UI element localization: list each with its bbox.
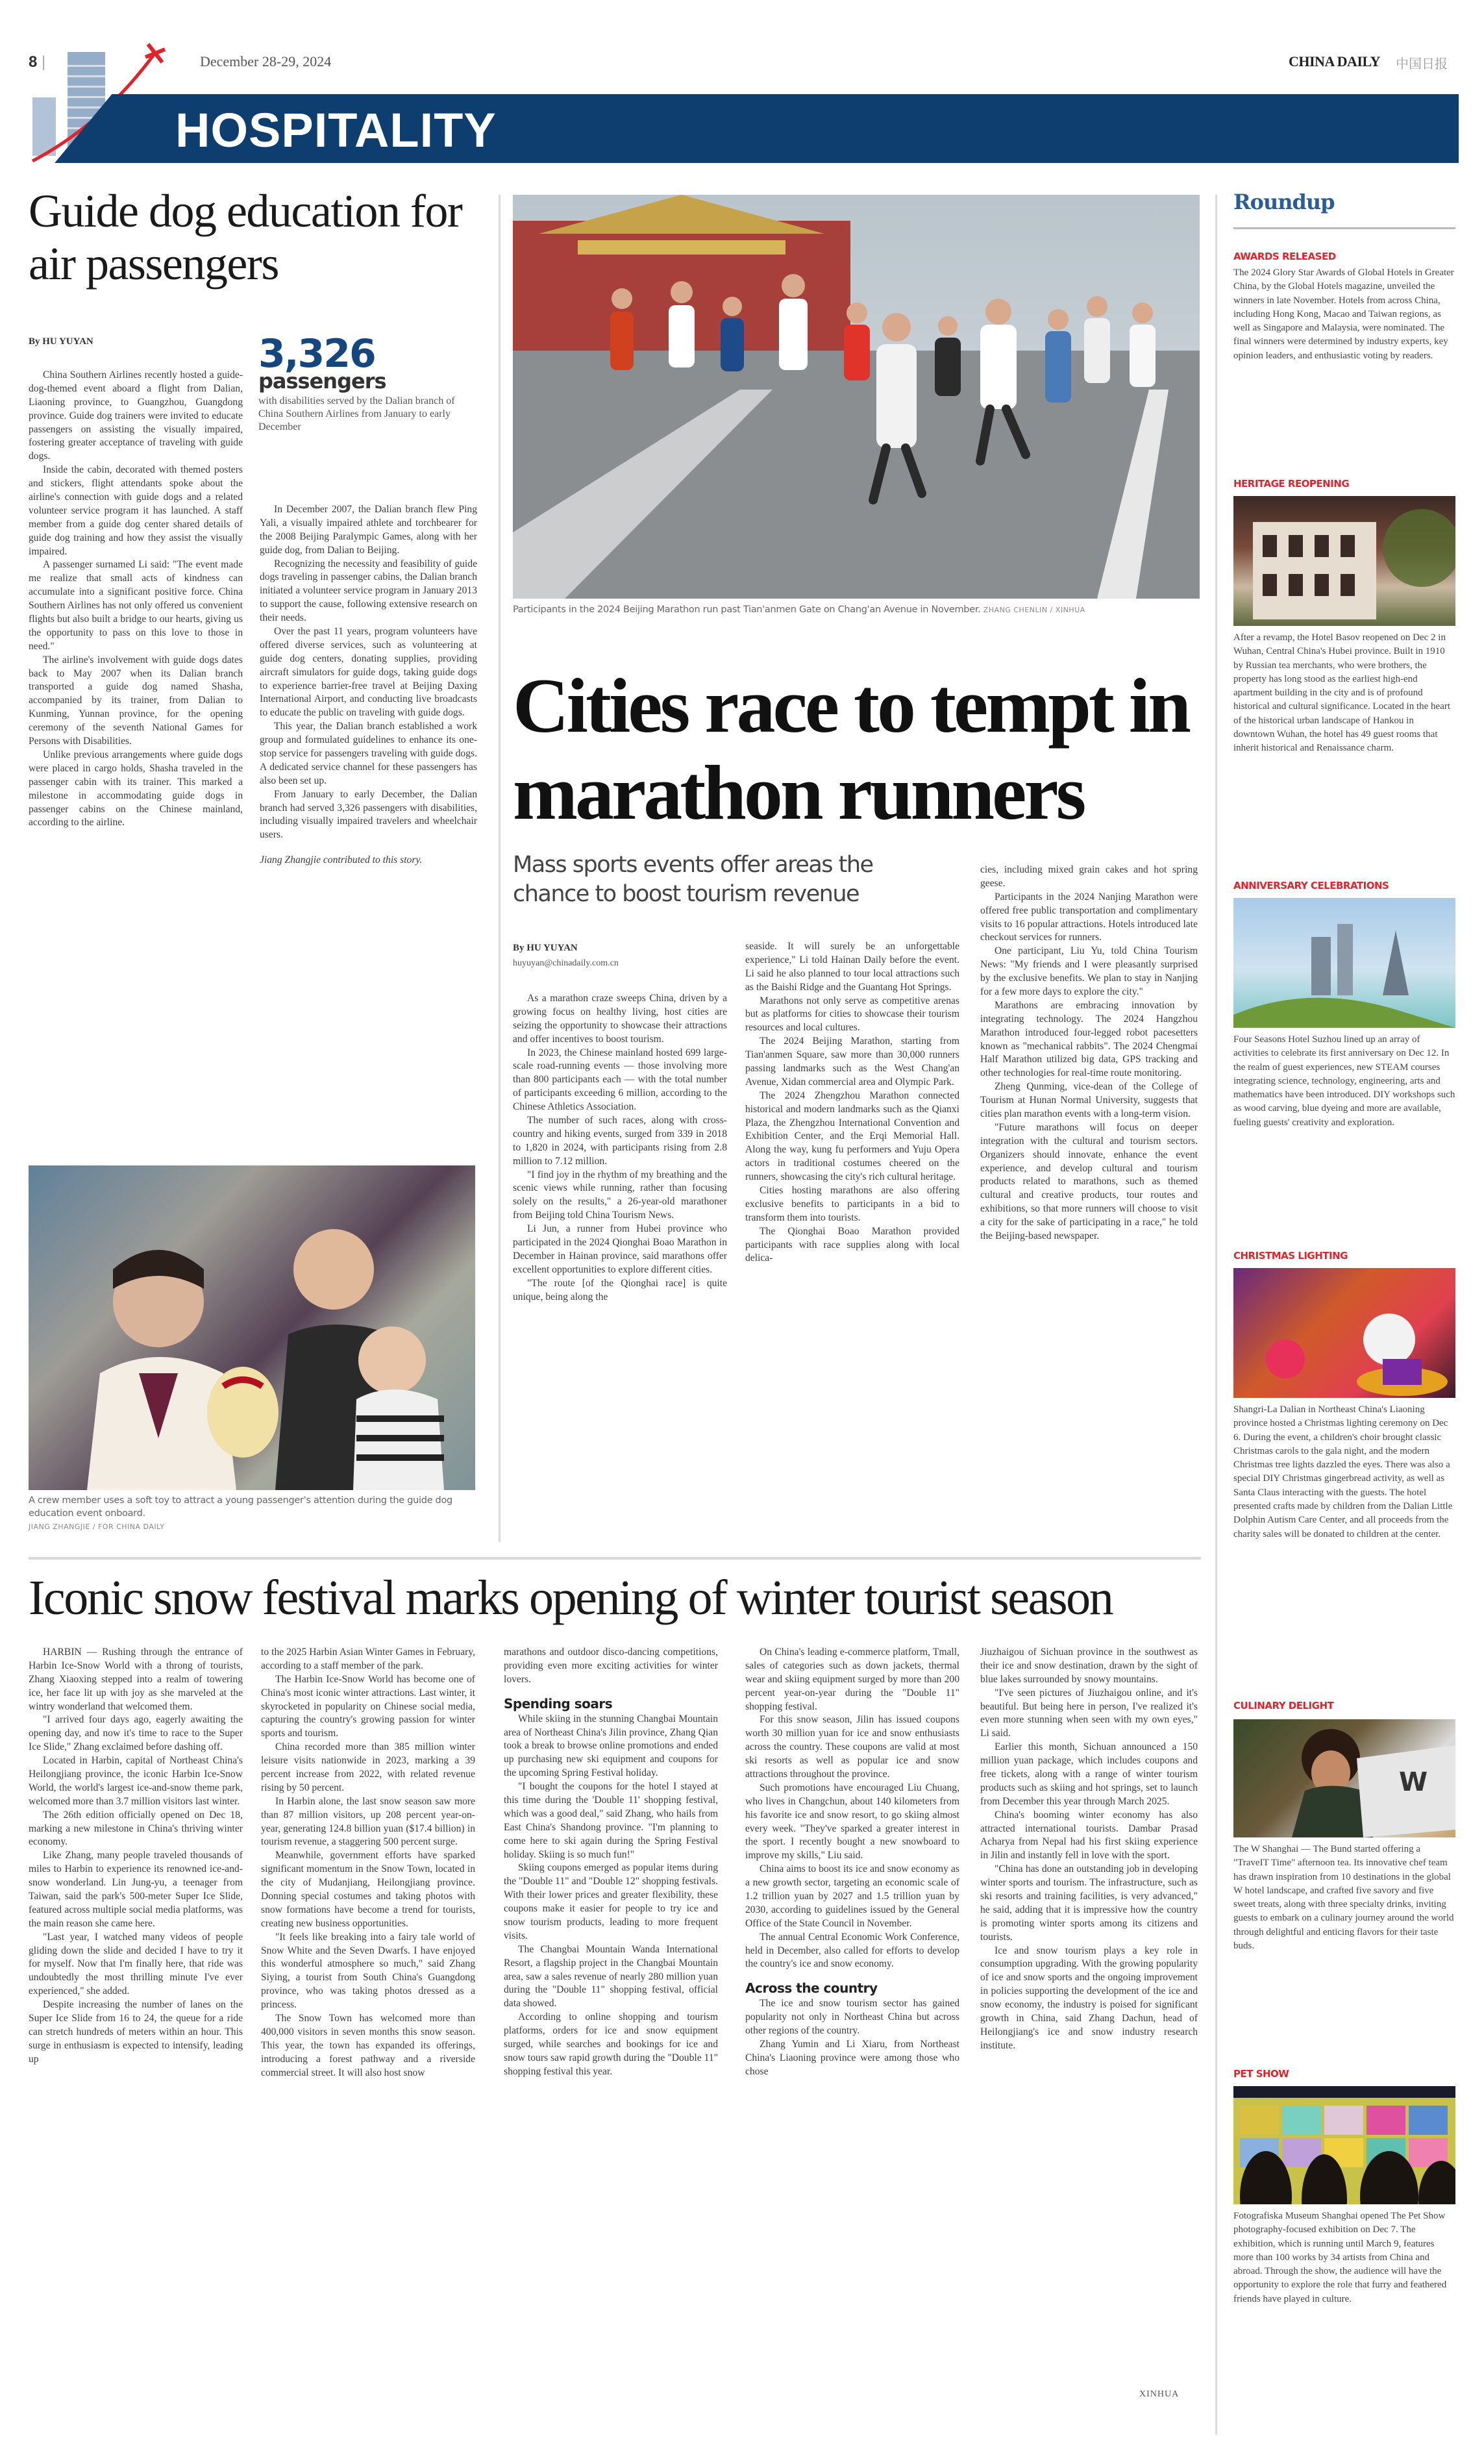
snow-column-4: On China's leading e-commerce platform, Tmall, sales of categories such as down jackets, thermal wear and skiing equipment surged by more than 200 percent year-on-year during the "Double 11" shopping festival. For this snow season, Jilin has issued coupons worth 30 million yuan for ice and snow enthusiasts across the country. These coupons are valid at most ski resorts as well as popular ice and snow attractions throughout the province. Such promotions have encouraged Liu Chuang, who lives in Changchun, about 140 kilometers from his favorite ice and snow resort, to go skiing almost every week. "They've sparked a greater interest in the sport. I recently bought a new snowboard to improve my skills," Liu said. China aims to boost its ice and snow economy as a new growth sector, targeting an economic scale of 1.2 trillion yuan by 2027 and 1.5 trillion yuan by 2030, according to guidelines issued by the General Office of the State Council in November. The annual Central Economic Work Conference, held in December, also called for efforts to develop the country's ice and snow economy. Across the country The ice and snow tourism sector has gained popularity not only in Northeast China but across other regions of the country. Zhang Yumin and Li Xiaru, from Northeast China's Liaoning province were among those who chose	[745, 1647, 959, 2077]
guide-dog-photo-caption: A crew member uses a soft toy to attract a young passenger's attention during the guide dog education event onboard.	[29, 1495, 452, 1519]
stat-unit: passengers	[258, 369, 386, 393]
christmas-photo	[1233, 1268, 1455, 1398]
column-divider	[1215, 195, 1217, 2435]
roundup-item-christmas: CHRISTMAS LIGHTING Shangri-La Dalian in Northeast China's Liaoning province hosted a Christmas lighting ceremony on Dec 6. During the event, a children's choir brought classic Christmas carols to the gala night, and the modern Christmas tree lights dazzled the eyes. There was also a special DIY Christmas gingerbread activity, as well as Santa Claus interacting with the guests. The hotel presented crafts made by children from the Dalian Little Dolphin Autism Care Center, and all proceeds from the charity sales will be donated to children at the center.	[1233, 1250, 1455, 1541]
issue-date: December 28-29, 2024	[200, 53, 332, 69]
subhead-across-the-country: Across the country	[745, 1980, 878, 1997]
marathon-deck: Mass sports events offer areas the chance to boost tourism revenue	[513, 852, 873, 907]
marathon-column-2: seaside. It will surely be an unforgettable experience," Li told Hainan Daily before the event. Li said he also planned to tour local attractions such as the Baishi Ridge and the Guantang Hot Springs. Marathons not only serve as competitive arenas but as platforms for cities to showcase their tourism resources and local cultures. The 2024 Beijing Marathon, starting from Tian'anmen Square, saw more than 30,000 runners passing landmarks such as the West Chang'an Avenue, Xidan commercial area and Olympic Park. The 2024 Zhengzhou Marathon connected historical and modern landmarks such as the Qianxi Plaza, the Zhengzhou International Convention and Exhibition Center, and the Erqi Memorial Hall. Along the way, kung fu performers and Yuju Opera actors in traditional costumes cheered on the runners, showcasing the city's rich cultural heritage. Cities hosting marathons are also offering exclusive benefits to participants in a bid to transform them into tourists. The Qionghai Boao Marathon provided participants with race supplies along with local delica-	[745, 941, 959, 1264]
snow-column-3: marathons and outdoor disco-dancing competitions, providing even more exciting activities for winter lovers. Spending soars While skiing in the stunning Changbai Mountain area of Northeast China's Jilin province, Zhang Qian took a break to browse online promotions and ended up purchasing new ski equipment and coupons for the upcoming Spring Festival holiday. "I bought the coupons for the hotel I stayed at this time during the 'Double 11' shopping festival, which was a good deal," said Zhang, who hails from East China's Shandong province. "I'm planning to come here to ski again during the Spring Festival holiday. Skiing is so much fun!" Skiing coupons emerged as popular items during the "Double 11" and "Double 12" shopping festivals. With their lower prices and greater flexibility, these coupons make it easier for people to try ice and snow tourism products, leading to more frequent visits. The Changbai Mountain Wanda International Resort, a flagship project in the Changbai Mountain area, saw a sales revenue of nearly 280 million yuan during the "Double 11" shopping festival, official data showed. According to online shopping and tourism platforms, orders for ice and snow equipment surged, while searches and bookings for ice and snow tours saw rapid growth during the "Double 11" shopping festival this year.	[504, 1647, 718, 2077]
marathon-headline: Cities race to tempt in marathon runners	[513, 662, 1189, 836]
marathon-column-1: As a marathon craze sweeps China, driven by a growing focus on healthy living, host cities are seizing the opportunity to showcase their attractions and offer incentives to boost tourism. In 2023, the Chinese mainland hosted 699 large-scale road-running events — those involving more than 800 participants each — with the total number of participants exceeding 6 million, according to the Chinese Athletics Association. The number of such races, along with cross-country and hiking events, surged from 339 in 2018 to 1,820 in 2024, with participants rising from 2.8 million to 7.12 million. "I find joy in the rhythm of my breathing and the scenic views while running, rather than focusing solely on the results," a 26-year-old marathoner from Beijing told China Tourism News. Li Jun, a runner from Hubei province who participated in the 2024 Qionghai Boao Marathon in December in Hainan province, said marathons offer excellent opportunities to explore different cities. "The route [of the Qionghai race] is quite unique, being along the	[513, 993, 727, 1302]
marathon-column-3: cies, including mixed grain cakes and hot spring geese. Participants in the 2024 Nanjing Marathon were offered free public transportation and complimentary visits to 16 popular attractions. Hotels introduced late checkout services for runners. One participant, Liu Yu, told China Tourism News: "My friends and I were pleasantly surprised by the exclusive benefits. We plan to stay in Nanjing for a few more days to explore the city." Marathons are embracing innovation by integrating technology. The 2024 Hangzhou Marathon introduced four-legged robot pacesetters known as "mechanical rabbits". The 2024 Chengmai Half Marathon utilized big data, GPS tracking and other technologies for real-time route monitoring. Zheng Qunming, vice-dean of the College of Tourism at Hunan Normal University, suggests that cities plan marathon events with a long-term vision. "Future marathons will focus on deeper integration with the cultural and tourism sectors. Organizers should innovate, enhance the event experience, and develop cultural and tourism products related to marathons, such as themed cultural and creative products, tour routes and exhibitions, so that more runners will choose to visit a city for the sake of participating in a race," he told the Beijing-based newspaper.	[980, 864, 1198, 1242]
guide-dog-column-1: China Southern Airlines recently hosted a guide-dog-themed event aboard a flight from Dalian, Liaoning province, to Guangzhou, Guangdong province. Guide dog trainers were invited to educate passengers on assisting the visually impaired, fostering greater acceptance of traveling with guide dogs. Inside the cabin, decorated with themed posters and stickers, flight attendants spoke about the airline's connection with guide dogs and a related volunteer service program it has launched. A staff member from a guide dog center shared details of guide dog training and how they assist the visually impaired. A passenger surnamed Li said: "The event made me realize that small acts of kindness can accumulate into a significant positive force. China Southern Airlines has not only offered us convenient flights but also built a bridge to our hearts, giving us the opportunity to pass on this love to those in need." The airline's involvement with guide dogs dates back to May 2007 when its Dalian branch transported a guide dog named Shasha, accompanied by its trainer, from Dalian to Kunming, Yunnan province, for the opening ceremony of the seventh National Games for Persons with Disabilities. Unlike previous arrangements where guide dogs were placed in cargo holds, Shasha traveled in the passenger cabin with its trainer. This marked a milestone in accommodating guide dogs in passenger cabins on the Chinese mainland, according to the airline.	[29, 369, 243, 828]
subhead-spending-soars: Spending soars	[504, 1695, 613, 1711]
roundup-item-pet-show: PET SHOW Fotografiska Museum Shanghai opened The Pet Show photography-focused exhibition on Dec 7. The exhibition, which is running until March 9, features more than 100 works by 34 artists from China and abroad. Through the show, the audience will have the opportunity to explore the role that furry and feathered friends have played in culture.	[1233, 2068, 1455, 2306]
guide-dog-photo	[29, 1165, 475, 1490]
snow-column-1: HARBIN — Rushing through the entrance of Harbin Ice-Snow World with a throng of tourists, Zhang Xiaoxing stepped into a realm of towering ice, her face lit up with joy as she marveled at the wintry wonderland that welcomed them. "I arrived four days ago, eagerly awaiting the opening day, and now it's time to race to the Super Ice Slide," Zhang exclaimed before dashing off. Located in Harbin, capital of Northeast China's Heilongjiang province, the iconic Harbin Ice-Snow World, the world's largest ice-and-snow theme park, welcomed more than 3.7 million visitors last winter. The 26th edition officially opened on Dec 18, marking a new milestone in China's thriving winter economy. Like Zhang, many people traveled thousands of miles to Harbin to experience its renowned ice-and-snow wonderland. Lin Jung-yu, a teenager from Taiwan, said the park's 500-meter Super Ice Slide, featured across multiple social media platforms, was the main reason she came here. "Last year, I watched many videos of people gliding down the slide and decided I have to try it for myself. Now that I'm finally here, that ride was undoubtedly the most thrilling minute I've ever experienced," she added. Despite increasing the number of lanes on the Super Ice Slide from 16 to 24, the queue for a ride can stretch hundreds of meters within an hour. This surge in enthusiasm is expected to intensify, leading up	[29, 1647, 243, 2065]
wire-source: XINHUA	[1139, 2389, 1180, 2399]
stat-description: with disabilities served by the Dalian branch of China Southern Airlines from January to early December	[258, 395, 455, 432]
marathon-photo	[513, 195, 1200, 599]
marathon-email: huyuyan@chinadaily.com.cn	[513, 958, 619, 968]
heritage-hotel-photo	[1233, 496, 1455, 626]
roundup-item-anniversary: ANNIVERSARY CELEBRATIONS Four Seasons Hotel Suzhou lined up an array of activities to celebrate its first anniversary on Dec 12. In the realm of guest experiences, new STEAM courses integrating science, technology, engineering, arts and mathematics have been introduced. DIY workshops such as wood carving, blue dyeing and more are available, fueling guests' creativity and exploration.	[1233, 880, 1455, 1128]
guide-dog-column-2: In December 2007, the Dalian branch flew Ping Yali, a visually impaired athlete and torchbearer for the 2008 Beijing Paralympic Games, along with her guide dog, from Dalian to Beijing. Recognizing the necessity and feasibility of guide dogs traveling in passenger cabins, the Dalian branch initiated a volunteer service program in January 2013 to support the cause, following extensive research on their needs. Over the past 11 years, program volunteers have offered diverse services, such as volunteering at guide dog centers, donating supplies, providing aircraft simulators for guide dogs, taking guide dogs to experience barrier-free travel at Beijing Daxing International Airport, and conducting live broadcasts to educate the public on traveling with guide dogs. This year, the Dalian branch established a work group and formulated guidelines to enhance its one-stop service for passengers traveling with guide dogs. A dedicated service channel for these passengers has also been set up. From January to early December, the Dalian branch had served 3,326 passengers with disabilities, including visually impaired travelers and wheelchair users. Jiang Zhangjie contributed to this story.	[260, 503, 477, 867]
contributor-note: Jiang Zhangjie contributed to this story.	[260, 854, 423, 866]
culinary-photo	[1233, 1719, 1455, 1837]
roundup-title: Roundup	[1233, 190, 1335, 214]
page-number: 8 |	[29, 53, 46, 71]
section-title: HOSPITALITY	[175, 103, 497, 157]
svg-text:W: W	[1399, 1767, 1428, 1797]
masthead: CHINA DAILY	[1289, 53, 1381, 69]
marathon-byline: By HU YUYAN	[513, 943, 578, 953]
pet-show-photo	[1233, 2086, 1455, 2204]
roundup-item-awards: AWARDS RELEASED The 2024 Glory Star Awards of Global Hotels in Greater China, by the Global Hotels magazine, unveiled the winners in late November. Hotels from across China, including Hong Kong, Macao and Taiwan regions, as well as Singapore and Malaysia, were nominated. The final winners were determined by industry experts, key opinion leaders, and enthusiastic voting by readers.	[1233, 251, 1454, 361]
guide-dog-byline: By HU YUYAN	[29, 336, 93, 347]
snow-festival-headline: Iconic snow festival marks opening of winter tourist season	[29, 1571, 1113, 1625]
stat-number: 3,326	[258, 331, 375, 377]
guide-dog-photo-credit: JIANG ZHANGJIE / FOR CHINA DAILY	[29, 1523, 165, 1531]
roundup-item-heritage: HERITAGE REOPENING After a revamp, the Hotel Basov reopened on Dec 2 in Wuhan, Central China's Hubei province. Built in 1910 by Russian tea merchants, who were brothers, the property has long stood as the earliest high-end apartment building in the city and is of profound historical and cultural significance. Located in the heart of the historical urban landscape of Hankou in downtown Wuhan, the hotel has 49 guest rooms that inherit historical and Renaissance charm.	[1233, 478, 1455, 756]
anniversary-photo	[1233, 898, 1455, 1028]
roundup-item-culinary: CULINARY DELIGHT W The W Shanghai — The Bund started offering a "TraveIT Time" afternoon tea. Its innovative chef team has drawn inspiration from 10 destinations in the global W hotel landscape, and crafted five savory and five sweet treats, along with three specialty drinks, inviting guests to embark on a culinary journey around the world through delightful and enticing flavors for their taste buds.	[1233, 1700, 1455, 1953]
column-divider	[499, 195, 501, 1542]
guide-dog-headline: Guide dog education for air passengers	[29, 185, 462, 290]
snow-column-2: to the 2025 Harbin Asian Winter Games in February, according to a staff member of the park. The Harbin Ice-Snow World has become one of China's most iconic winter attractions. Last winter, it skyrocketed in popularity on Chinese social media, capturing the country's growing passion for winter sports and tourism. China recorded more than 385 million winter leisure visits nationwide in 2023, marking a 39 percent increase from 2022, with related revenue rising by 50 percent. In Harbin alone, the last snow season saw more than 87 million visitors, up 208 percent year-on-year, generating 124.8 billion yuan ($17.4 billion) in tourism revenue, a staggering 500 percent surge. Meanwhile, government efforts have sparked significant momentum in the Snow Town, located in the city of Mudanjiang, Heilongjiang province. Donning special costumes and taking photos with snow formations have become a trend for tourists, creating new business opportunities. "It feels like breaking into a fairy tale world of Snow White and the Seven Dwarfs. I have enjoyed this wonderful atmosphere so much," said Zhang Siying, a tourist from South China's Guangdong province, who was taking photos dressed as a princess. The Snow Town has welcomed more than 400,000 visitors in seven months this snow season. This year, the town has expanded its offerings, introducing a forest pathway and a riverside commercial street. It will also host snow	[261, 1647, 475, 2078]
snow-column-5: Jiuzhaigou of Sichuan province in the southwest as their ice and snow destination, drawn by the sight of blue lakes surrounded by snowy mountains. "I've seen pictures of Jiuzhaigou online, and it's beautiful. But being here in person, I've realized it's even more stunning when seen with my own eyes," Li said. Earlier this month, Sichuan announced a 150 million yuan package, which includes coupons and free tickets, along with a range of winter tourism products such as skiing and hot springs, set to launch from December this year through March 2025. China's booming winter economy has also attracted international tourists. Dambar Prasad Acharya from Nepal had his first skiing experience in Jilin and instantly fell in love with the sport. "China has done an outstanding job in developing winter sports and tourism. The infrastructure, such as ski resorts and training facilities, is very advanced," he said, adding that it is impressive how the country is promoting winter sports among its citizens and tourists. Ice and snow tourism plays a key role in consumption upgrading. With the growing popularity of ice and snow sports and the ongoing improvement in policies supporting the development of the ice and snow economy, the industry is poised for significant growth in China, said Zhang Dachun, head of Heilongjiang's ice and snow industry research institute.	[980, 1647, 1198, 2051]
roundup-rule	[1233, 227, 1455, 229]
section-divider	[29, 1557, 1201, 1560]
masthead-chinese: 中国日报	[1396, 56, 1448, 71]
marathon-photo-caption: Participants in the 2024 Beijing Marathon run past Tian'anmen Gate on Chang'an Avenue in November. ZHANG CHENLIN / XINHUA	[513, 604, 1085, 615]
